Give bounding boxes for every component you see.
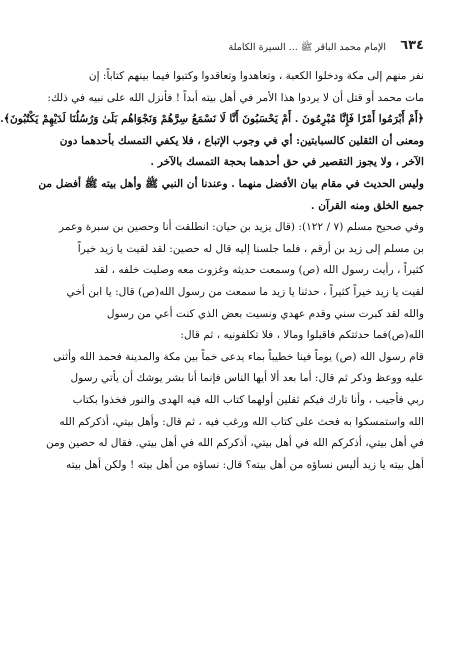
paragraph-hadith bbox=[44, 217, 424, 347]
running-title: الإمام محمد الباقر ﷺ ... السيرة الكاملة bbox=[228, 42, 386, 53]
text-line: جميع الخلق ومنه القرآن . bbox=[310, 199, 424, 212]
text-line: كثيراً ، رأيت رسول الله (ص) وسمعت حديثه وغزوت معه وصليت خلفه ، لقد bbox=[94, 264, 424, 277]
text-line: بن مسلم إلى زيد بن أرقم ، فلما جلسنا إليه قال له حصين: لقد لقيت يا زيد خيراً bbox=[77, 242, 424, 255]
text-line: في أهل بيتي، أذكركم الله في أهل بيتي، أذكركم الله في أهل بيتي. فقال له حصين ومن bbox=[45, 437, 424, 450]
text-line: مات محمد أو قتل أن لا يردوا هذا الأمر في أهل بيته أبداً ! فأنزل الله على نبيه في ذلك: bbox=[47, 91, 424, 104]
text-line: الآخر ، ولا يجوز التقصير في حق أحدهما بحجة التمسك بالآخر . bbox=[150, 156, 424, 169]
page-number: ٦٣٤ bbox=[400, 38, 424, 53]
verse-line: ﴿أَمْ أَبْرَمُوا أَمْرًا فَإِنَّا مُبْرِمُونَ . أَمْ يَحْسَبُونَ أَنَّا لَا نَسْمَعُ سِرَّهُمْ وَنَجْوَاهُم بَلَىٰ وَرُسُلُنَا لَدَيْهِمْ يَكْتُبُونَ﴾. bbox=[0, 113, 424, 126]
text-line: عليه ووعظ وذكر ثم قال: أما بعد ألا أيها الناس فإنما أنا بشر يوشك أن يأتي رسول bbox=[70, 372, 424, 385]
quran-verse bbox=[0, 109, 424, 131]
paragraph-sermon bbox=[44, 347, 424, 477]
text-line: وفي صحيح مسلم (٧ / ١٢٢): (قال يزيد بن حيان: انطلقت أنا وحصين بن سبرة وعمر bbox=[59, 221, 424, 234]
paragraph-bold-2 bbox=[38, 174, 424, 217]
text-line: قام رسول الله (ص) يوماً فينا خطيباً بماء يدعى خماً بين مكة والمدينة فحمد الله وأثنى bbox=[53, 350, 424, 363]
text-line: نفر منهم إلى مكة ودخلوا الكعبة ، وتعاهدوا وتعاقدوا وكتبوا فيما بينهم كتاباً: إن bbox=[88, 70, 424, 82]
text-line: والله لقد كبرت سني وقدم عهدي ونسيت بعض الذي كنت أعي من رسول bbox=[106, 307, 424, 320]
paragraph-bold-1 bbox=[44, 131, 424, 174]
text-line: وليس الحديث في مقام بيان الأفضل منهما . وعندنا أن النبي ﷺ وأهل بيته ﷺ أفضل من bbox=[38, 177, 424, 190]
page-header bbox=[44, 40, 424, 56]
text-line: لقيت يا زيد خيراً كثيراً ، حدثنا يا زيد ما سمعت من رسول الله(ص) قال: يا ابن أخي bbox=[66, 285, 424, 298]
text-line: الله واستمسكوا به فحث على كتاب الله ورغب فيه ، ثم قال: وأهل بيتي، أذكركم الله bbox=[59, 415, 424, 428]
text-line: ربي فأجيب ، وأنا تارك فيكم ثقلين أولهما كتاب الله فيه الهدى والنور فخذوا بكتاب bbox=[72, 393, 424, 406]
text-line: أهل بيته يا زيد أليس نساؤه من أهل بيته؟ قال: نساؤه من أهل بيته ! ولكن أهل بيته bbox=[66, 458, 424, 471]
paragraph-1 bbox=[44, 66, 424, 109]
body-text bbox=[0, 66, 424, 476]
text-line: الله(ص)فما حدثتكم فاقبلوا ومالا ، فلا تكلفونيه ، ثم قال: bbox=[180, 329, 424, 342]
text-line: ومعنى أن الثقلين كالسبابتين: أي في وجوب الإتباع ، فلا يكفي التمسك بأحدهما دون bbox=[59, 134, 424, 147]
